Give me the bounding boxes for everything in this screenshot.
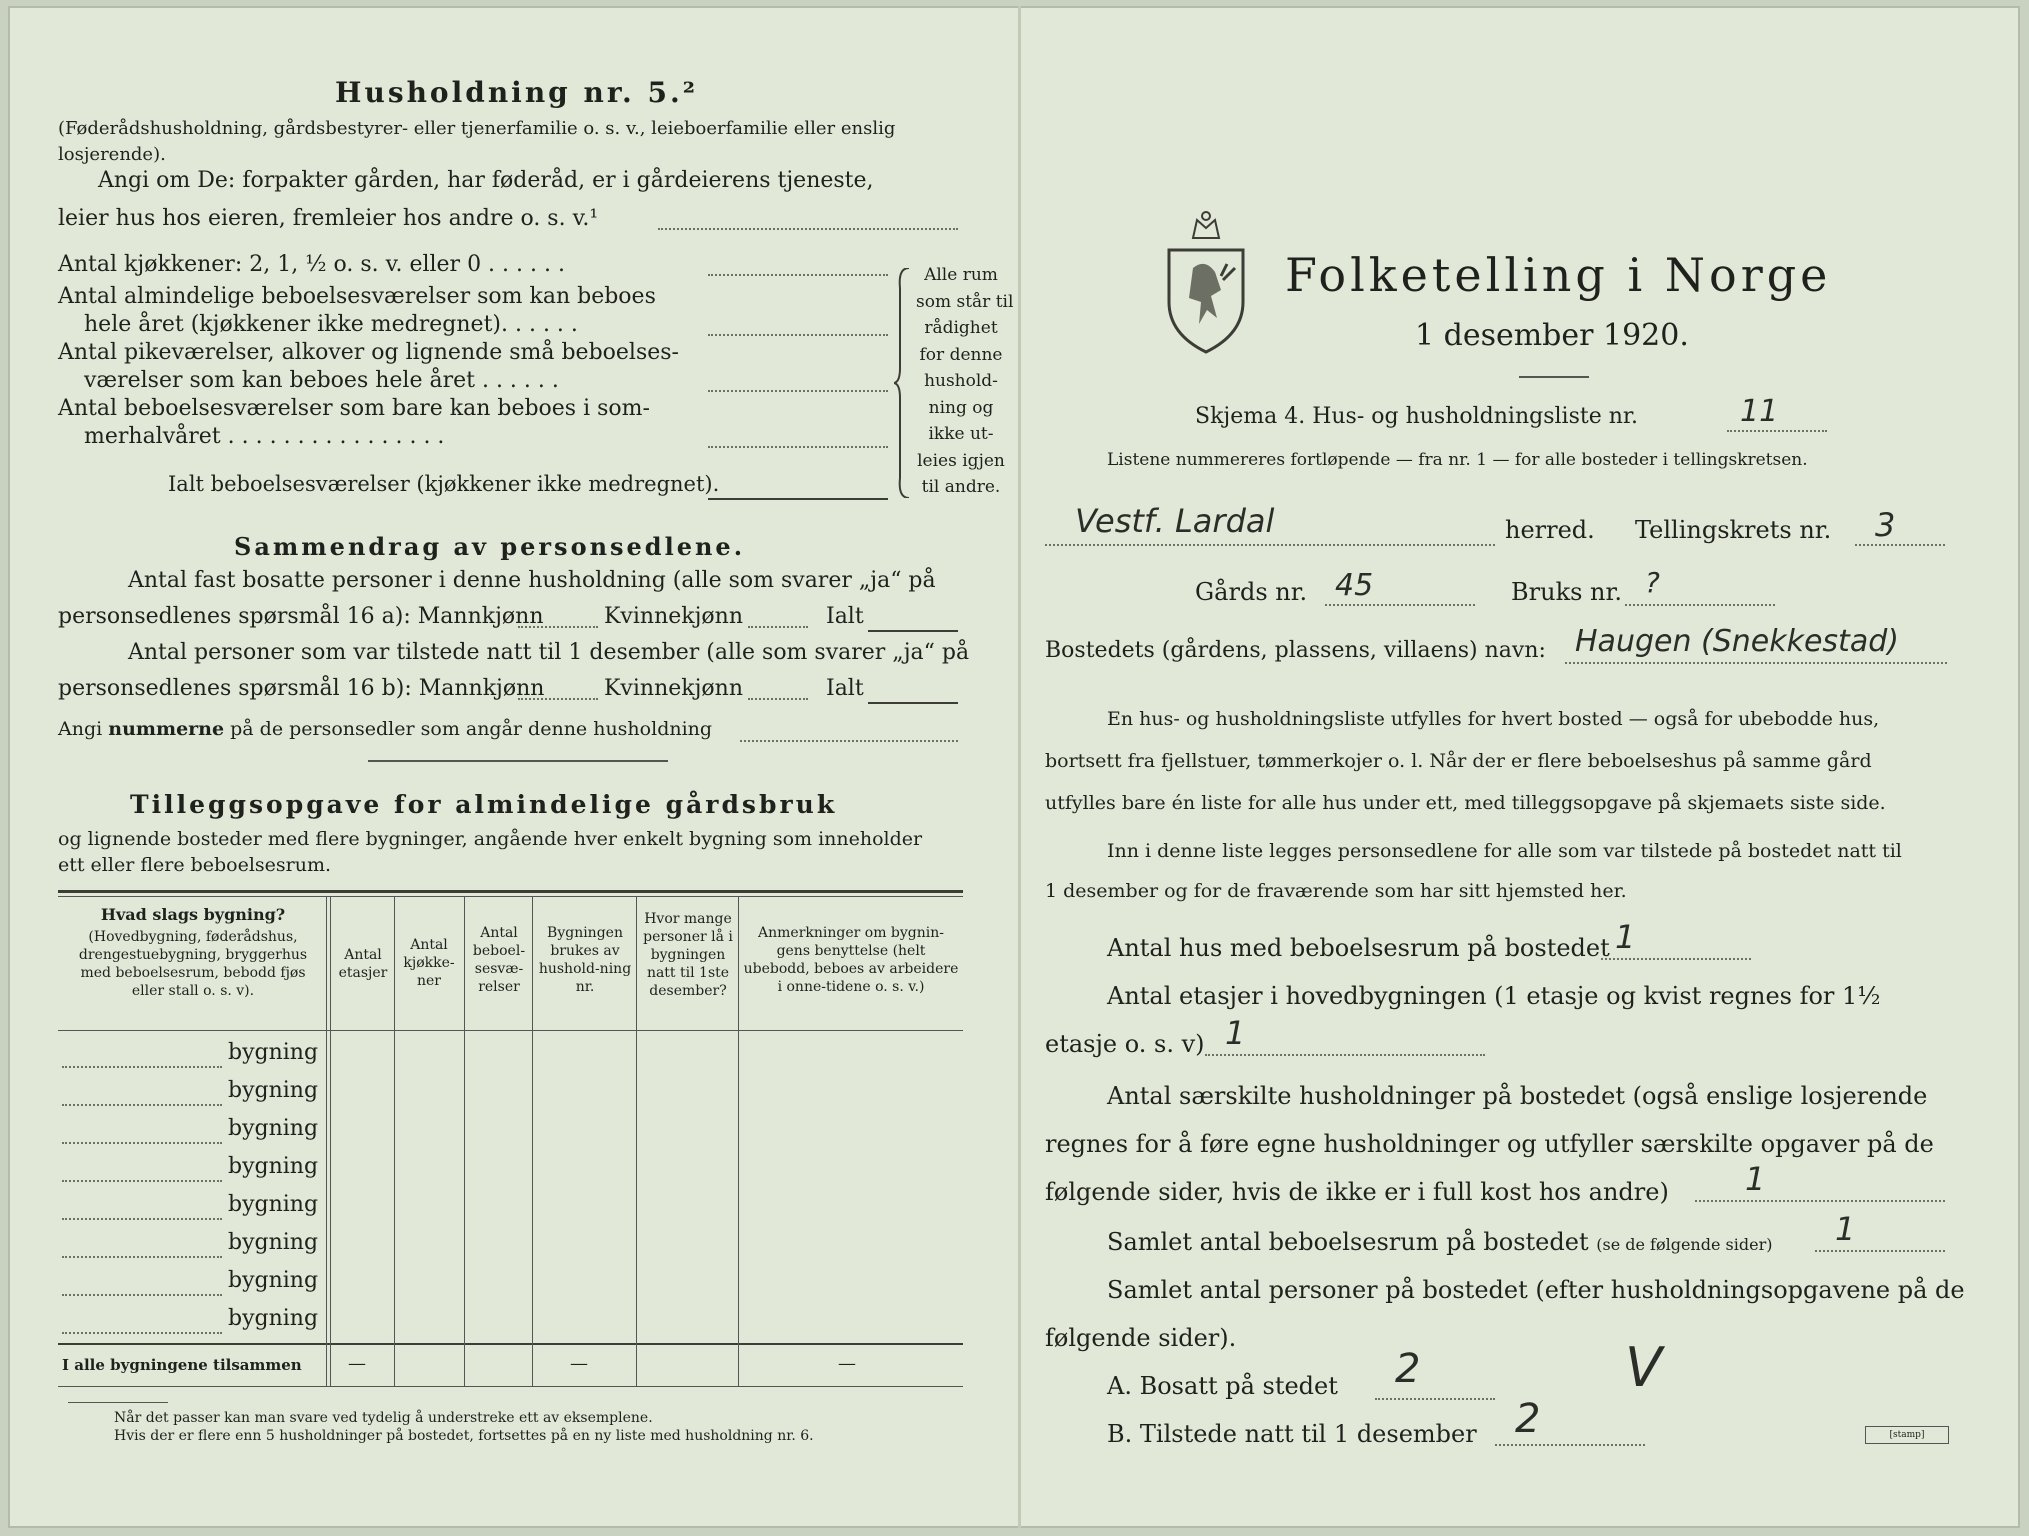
- gards-value[interactable]: 45: [1335, 568, 1374, 603]
- present-label: B. Tilstede natt til 1 desember: [1107, 1420, 1477, 1448]
- census-date: 1 desember 1920.: [1415, 318, 1689, 353]
- present-value[interactable]: 2: [1515, 1396, 1541, 1442]
- addendum-title: Tilleggsopgave for almindelige gårdsbruk: [130, 790, 838, 819]
- q-persons-label-1: Samlet antal personer på bostedet (efter husholdningsopgavene på de: [1107, 1276, 1965, 1304]
- addendum-text-1: og lignende bosteder med flere bygninger, angående hver enkelt bygning som inneholder: [58, 828, 923, 850]
- ordinary-rooms-label-1: Antal almindelige beboelsesværelser som kan beboes: [58, 284, 656, 309]
- household-title: Husholdning nr. 5.²: [335, 76, 699, 109]
- q-floors-value[interactable]: 1: [1225, 1014, 1246, 1052]
- schema-label: Skjema 4. Hus- og husholdningsliste nr.: [1195, 404, 1638, 429]
- q-floors-label-2: etasje o. s. v): [1045, 1030, 1205, 1058]
- resident-value[interactable]: 2: [1395, 1346, 1421, 1392]
- resident-total-label: Ialt: [826, 604, 864, 629]
- intro-answer-line[interactable]: [658, 228, 958, 230]
- total-floors-dash: —: [348, 1353, 366, 1374]
- bruks-value[interactable]: ?: [1645, 566, 1660, 599]
- col-kitchens-header: Antal kjøkke-ner: [403, 937, 455, 989]
- q-households-line: [1695, 1200, 1945, 1202]
- summer-rooms-answer[interactable]: [708, 446, 888, 448]
- list-number-line: [1727, 430, 1827, 432]
- col-building-type-header: Hvad slags bygning?: [100, 905, 286, 924]
- printer-stamp: [stamp]: [1865, 1426, 1949, 1444]
- instructions-5: 1 desember og for de fraværende som har sitt hjemsted her.: [1045, 880, 1627, 902]
- present-line: [1495, 1444, 1645, 1446]
- q-rooms-label: Samlet antal beboelsesrum på bostedet (se de følgende sider): [1107, 1228, 1773, 1256]
- present-female-label: Kvinnekjønn: [604, 676, 743, 701]
- tellingskrets-line: [1855, 544, 1945, 546]
- instructions-4: Inn i denne liste legges personsedlene for alle som var tilstede på bostedet natt til: [1107, 840, 1902, 862]
- bosted-line: [1565, 662, 1947, 664]
- present-male-answer[interactable]: [518, 698, 598, 700]
- q-households-label-2: regnes for å føre egne husholdninger og utfyller særskilte opgaver på de: [1045, 1130, 1934, 1158]
- bosted-value[interactable]: Haugen (Snekkestad): [1575, 624, 1899, 659]
- kitchens-answer[interactable]: [708, 274, 888, 276]
- summary-p1-line-2: personsedlenes spørsmål 16 a): Mannkjønn: [58, 604, 544, 629]
- ordinary-rooms-label-2: hele året (kjøkkener ikke medregnet). . . . . .: [84, 312, 578, 337]
- summary-p2-line-2: personsedlenes spørsmål 16 b): Mannkjønn: [58, 676, 545, 701]
- tellingskrets-label: Tellingskrets nr.: [1635, 516, 1832, 544]
- divider: [368, 760, 668, 762]
- instructions-3: utfylles bare én liste for alle hus under ett, med tilleggsopgave på skjemaets siste side.: [1045, 792, 1886, 814]
- bracket-icon: [894, 268, 914, 498]
- bosted-label: Bostedets (gårdens, plassens, villaens) navn:: [1045, 638, 1546, 663]
- footnote-1: Når det passer kan man svare ved tydelig å understreke ett av eksemplene.: [114, 1410, 653, 1426]
- maid-rooms-label-2: værelser som kan beboes hele året . . . . . .: [84, 368, 559, 393]
- intro-line-1: Angi om De: forpakter gården, har føderåd, er i gårdeierens tjeneste,: [98, 168, 874, 193]
- total-rooms-answer[interactable]: [708, 498, 888, 500]
- present-total-answer[interactable]: [868, 702, 958, 704]
- list-number-value[interactable]: 11: [1740, 394, 1779, 429]
- q-rooms-line: [1815, 1250, 1945, 1252]
- check-mark: V: [1625, 1336, 1662, 1399]
- q-households-value[interactable]: 1: [1745, 1160, 1766, 1198]
- herred-label: herred.: [1505, 516, 1595, 544]
- q-households-label-1: Antal særskilte husholdninger på bostedet (også enslige losjerende: [1107, 1082, 1928, 1110]
- resident-total-answer[interactable]: [868, 630, 958, 632]
- resident-label: A. Bosatt på stedet: [1107, 1372, 1338, 1400]
- title-divider: [1519, 376, 1589, 378]
- addendum-text-2: ett eller flere beboelsesrum.: [58, 854, 332, 876]
- summary-title: Sammendrag av personsedlene.: [234, 532, 746, 561]
- q-rooms-value[interactable]: 1: [1835, 1210, 1856, 1248]
- intro-line-2: leier hus hos eieren, fremleier hos andre o. s. v.¹: [58, 206, 599, 231]
- q-houses-label: Antal hus med beboelsesrum på bostedet: [1107, 934, 1610, 962]
- summary-p2-line-1: Antal personer som var tilstede natt til 1 desember (alle som svarer „ja“ på: [128, 640, 970, 665]
- page-fold: [1018, 6, 1021, 1528]
- angi-numbers-answer[interactable]: [740, 740, 958, 742]
- census-title: Folketelling i Norge: [1285, 248, 1832, 302]
- summer-rooms-label-1: Antal beboelsesværelser som bare kan beboes i som-: [58, 396, 650, 421]
- q-floors-line: [1205, 1054, 1485, 1056]
- q-houses-line: [1601, 958, 1751, 960]
- col-floors-header: Antal etasjer: [338, 947, 388, 981]
- col-household-header: Bygningen brukes av hushold-ning nr.: [538, 925, 632, 995]
- col-persons-header: Hvor mange personer lå i bygningen natt til 1ste desember?: [643, 911, 733, 999]
- intro-small: (Føderådshusholdning, gårdsbestyrer- eller tjenerfamilie o. s. v., leieboerfamilie eller enslig losjerende).: [58, 118, 896, 165]
- herred-line: [1045, 544, 1495, 546]
- resident-male-answer[interactable]: [518, 626, 598, 628]
- bruks-line: [1625, 604, 1775, 606]
- tellingskrets-value[interactable]: 3: [1875, 506, 1896, 544]
- maid-rooms-label-1: Antal pikeværelser, alkover og lignende små beboelses-: [58, 340, 679, 365]
- col-building-type-sub: (Hovedbygning, føderådshus, drengestuebygning, bryggerhus med beboelsesrum, bebodd fjøs eller stall o. s. v).: [78, 929, 308, 999]
- q-floors-label-1: Antal etasjer i hovedbygningen (1 etasje og kvist regnes for 1½: [1107, 982, 1881, 1010]
- table-total-label: I alle bygningene tilsammen: [62, 1356, 302, 1374]
- present-total-label: Ialt: [826, 676, 864, 701]
- resident-female-label: Kvinnekjønn: [604, 604, 743, 629]
- bruks-label: Bruks nr.: [1511, 578, 1622, 606]
- total-remarks-dash: —: [838, 1353, 856, 1374]
- resident-line: [1375, 1398, 1495, 1400]
- instructions-1: En hus- og husholdningsliste utfylles for hvert bosted — også for ubebodde hus,: [1107, 708, 1880, 730]
- col-rooms-header: Antal beboel-sesvæ-relser: [472, 925, 526, 995]
- footnote-rule: [68, 1402, 168, 1403]
- present-female-answer[interactable]: [748, 698, 808, 700]
- q-households-label-3: følgende sider, hvis de ikke er i full kost hos andre): [1045, 1178, 1669, 1206]
- gards-label: Gårds nr.: [1195, 578, 1308, 606]
- kitchens-label: Antal kjøkkener: 2, 1, ½ o. s. v. eller 0 . . . . . .: [58, 252, 565, 277]
- norwegian-coat-of-arms-icon: [1165, 206, 1247, 356]
- q-houses-value[interactable]: 1: [1615, 918, 1636, 956]
- side-note: Alle rum som står til rådighet for denne hushold- ning og ikke ut- leies igjen til andre.: [916, 265, 1014, 497]
- angi-numbers-label: Angi nummerne på de personsedler som angår denne husholdning: [58, 718, 713, 740]
- total-household-dash: —: [570, 1353, 588, 1374]
- instructions-2: bortsett fra fjellstuer, tømmerkojer o. l. Når der er flere beboelseshus på samme gård: [1045, 750, 1872, 772]
- q-persons-label-2: følgende sider).: [1045, 1324, 1237, 1352]
- summary-p1-line-1: Antal fast bosatte personer i denne husholdning (alle som svarer „ja“ på: [128, 568, 936, 593]
- gards-line: [1325, 604, 1475, 606]
- ordinary-rooms-answer[interactable]: [708, 334, 888, 336]
- maid-rooms-answer[interactable]: [708, 390, 888, 392]
- summer-rooms-label-2: merhalvåret . . . . . . . . . . . . . . . .: [84, 424, 445, 449]
- footnote-2: Hvis der er flere enn 5 husholdninger på bostedet, fortsettes på en ny liste med husholdning nr. 6.: [114, 1428, 814, 1444]
- numbering-note: Listene nummereres fortløpende — fra nr. 1 — for alle bosteder i tellingskretsen.: [1107, 450, 1808, 470]
- resident-female-answer[interactable]: [748, 626, 808, 628]
- herred-value[interactable]: Vestf. Lardal: [1075, 502, 1275, 540]
- total-rooms-label: Ialt beboelsesværelser (kjøkkener ikke medregnet).: [168, 472, 720, 496]
- left-page: Husholdning nr. 5.² (Føderådshusholdning, gårdsbestyrer- eller tjenerfamilie o. s. v., leieboerfamilie eller enslig losjerende). Angi om De: forpakter gården, har føderåd, er i gårdeierens tjeneste, leier hus hos eieren, fremleier hos andre o. s. v.¹ Antal kjøkkener: 2, 1, ½ o. s. v. eller 0 . . . . . . Antal almindelige beboelsesværelser som kan beboes hele året (kjøkkener ikke medregnet). . . . . . Antal pikeværelser, alkover og lignende små beboelses- værelser som kan beboes hele året . . . . . . Antal beboelsesværelser som bare kan beboes i som- merhalvåret . . . . . . . . . . . . . . . . Ialt beboelsesværelser (kjøkkener ikke medregnet). Alle rum som står til rådighet for denne hushold- ning og ikke ut- leies igjen til andre. Sammendrag av personsedlene. Antal fast bosatte personer i denne husholdning (alle som svarer „ja“ på personsedlenes spørsmål 16 a): Mannkjønn Kvinnekjønn Ialt Antal personer som var tilstede natt til 1 desember (alle som svarer „ja“ på personsedlenes spørsmål 16 b): Mannkjønn Kvinnekjønn Ialt Angi nummerne på de personsedler som angår denne husholdning Tilleggsopgave for almindelige gårdsbruk og lignende bosteder med flere bygninger, angående hver enkelt bygning som inneholder ett eller flere beboelsesrum. Hvad slags bygning? (Hovedbygning, føderådshus, drengestuebygning, bryggerhus med beboelsesrum, bebodd fjøs eller stall o. s. v). Antal etasjer Antal kjøkke-ner Antal beboel-sesvæ-relser Bygningen brukes av hushold-ning nr. Hvor mange personer lå i bygningen natt til 1ste desember? Anmerkninger om bygnin-gens benyttelse (helt ubebodd, beboes av arbeidere i onne-tidene o. s. v.) bygning bygning bygning bygning bygning bygning bygning bygning I alle bygningene tilsammen — — — Når det passer kan man svare ved tydelig å understreke ett av eksemplene. Hvis der er flere enn 5 husholdninger på bostedet, fortsettes på en ny liste med husholdning nr. 6.: [58, 76, 1014, 1444]
- right-page: [1045, 6, 1965, 1528]
- col-remarks-header: Anmerkninger om bygnin-gens benyttelse (helt ubebodd, beboes av arbeidere i onne-tidene o. s. v.): [743, 925, 959, 995]
